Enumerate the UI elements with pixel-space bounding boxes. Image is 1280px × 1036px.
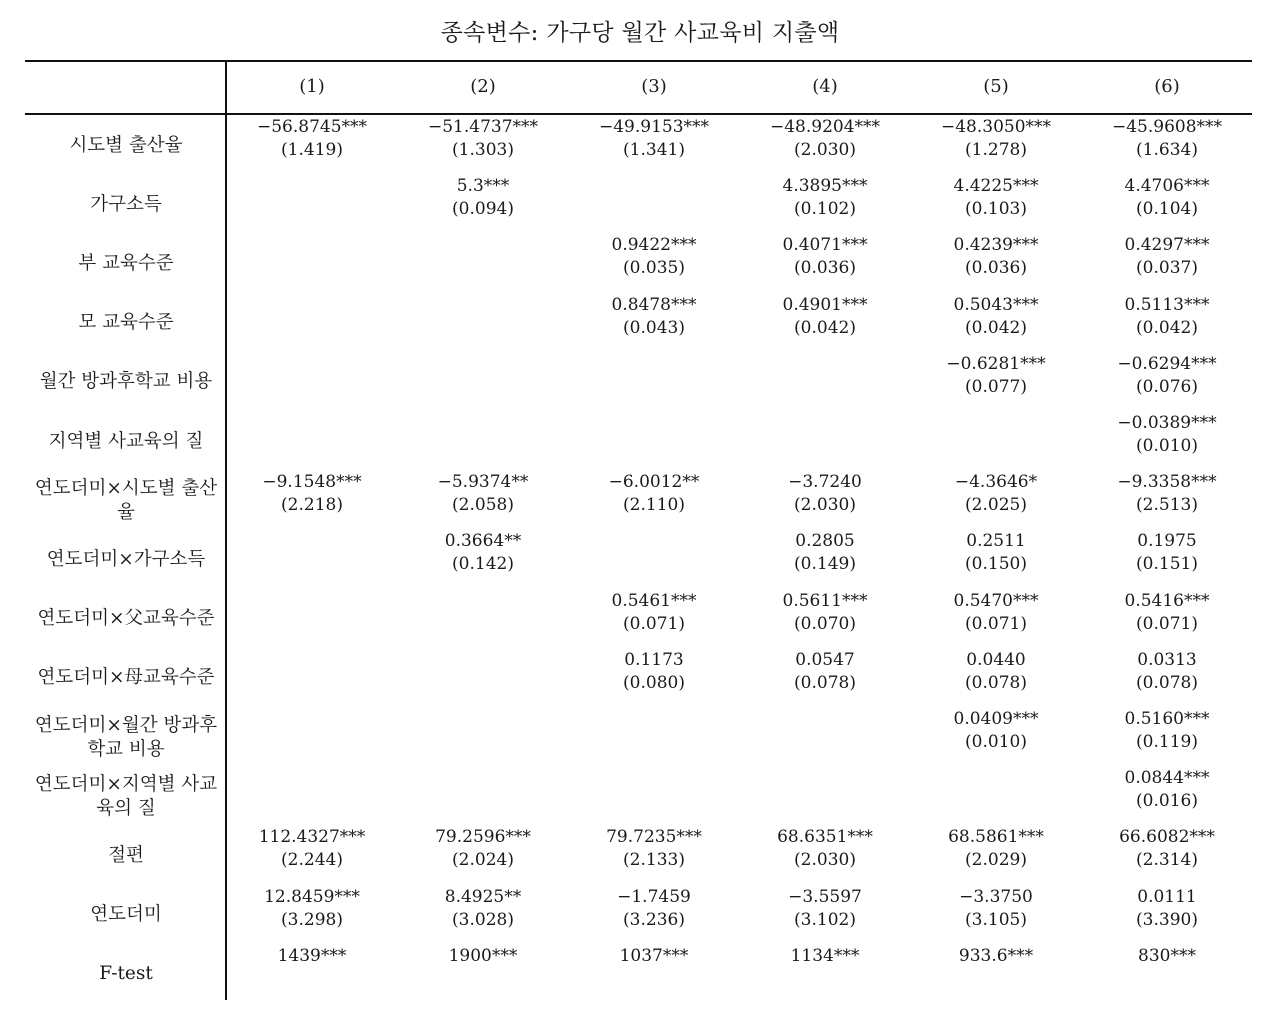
column-header-2: (2) (470, 76, 496, 97)
coefficient: 0.5416*** (1124, 590, 1210, 611)
standard-error: (0.149) (794, 554, 856, 575)
table-row (0, 649, 1280, 708)
table-cell (740, 294, 910, 340)
table-cell (227, 116, 397, 162)
table-cell (569, 234, 739, 280)
table-cell (740, 886, 910, 932)
coefficient: 0.0440 (966, 649, 1026, 670)
table-cell (398, 175, 568, 221)
coefficient: 0.4901*** (782, 294, 868, 315)
standard-error: (0.070) (794, 613, 856, 634)
table-row (0, 767, 1280, 826)
standard-error: (2.030) (794, 140, 856, 160)
table-cell (569, 886, 739, 932)
table-cell (569, 590, 739, 636)
coefficient: 0.0313 (1137, 649, 1197, 670)
table-cell (911, 886, 1081, 932)
standard-error: (0.078) (965, 672, 1027, 693)
table-cell (1082, 471, 1252, 517)
standard-error: (3.102) (794, 909, 856, 930)
coefficient: −56.8745*** (256, 117, 368, 137)
table-cell (1082, 886, 1252, 932)
row-label: 월간 방과후학교 비용 (39, 371, 213, 393)
standard-error: (2.030) (794, 495, 856, 516)
table-cell (911, 234, 1081, 280)
column-header-1: (1) (299, 76, 325, 97)
table-cell (740, 530, 910, 576)
coefficient: 0.2805 (795, 531, 855, 552)
column-header-5: (5) (983, 76, 1009, 97)
table-row (0, 412, 1280, 471)
table-cell (1082, 530, 1252, 576)
row-label: 연도더미×母교육수준 (37, 667, 215, 689)
coefficient: −3.3750 (959, 886, 1033, 907)
standard-error: (2.133) (623, 850, 685, 871)
header-rule (25, 113, 1252, 115)
coefficient: 68.6351*** (777, 827, 873, 848)
table-cell (1082, 294, 1252, 340)
table-cell (569, 649, 739, 695)
coefficient: −1.7459 (617, 886, 691, 907)
coefficient: 0.5611*** (782, 590, 868, 611)
coefficient: 0.0409*** (953, 709, 1039, 729)
coefficient: 0.9422*** (611, 235, 697, 256)
standard-error: (1.419) (281, 140, 343, 160)
table-cell (911, 708, 1081, 754)
coefficient: −9.3358*** (1117, 472, 1217, 493)
table-row (0, 886, 1280, 945)
standard-error: (0.043) (623, 317, 685, 338)
standard-error: (3.105) (965, 909, 1027, 930)
coefficient: 1900*** (448, 945, 518, 966)
table-cell (740, 826, 910, 872)
coefficient: 8.4925** (444, 886, 522, 907)
row-label: 절편 (108, 844, 144, 866)
coefficient: 1134*** (790, 945, 860, 966)
table-cell (398, 530, 568, 576)
coefficient: 68.5861*** (948, 827, 1044, 848)
coefficient: −4.3646* (954, 472, 1038, 493)
table-cell (911, 294, 1081, 340)
standard-error: (0.103) (965, 199, 1027, 220)
table-cell (1082, 767, 1252, 813)
table-cell (1082, 116, 1252, 162)
standard-error: (3.390) (1136, 909, 1198, 930)
standard-error: (1.278) (965, 140, 1027, 160)
table-cell (227, 945, 397, 968)
table-cell (398, 945, 568, 968)
standard-error: (2.029) (965, 850, 1027, 871)
table-cell (740, 590, 910, 636)
standard-error: (0.042) (965, 317, 1027, 338)
coefficient: −48.3050*** (940, 117, 1052, 137)
coefficient: 0.4239*** (953, 235, 1039, 256)
standard-error: (1.634) (1136, 140, 1198, 160)
coefficient: 1037*** (619, 945, 689, 966)
standard-error: (0.071) (623, 613, 685, 634)
table-cell (569, 826, 739, 872)
standard-error: (0.042) (1136, 317, 1198, 338)
table-row (0, 708, 1280, 767)
coefficient: 112.4327*** (258, 827, 366, 848)
coefficient: 0.4297*** (1124, 235, 1210, 256)
standard-error: (0.036) (965, 258, 1027, 279)
standard-error: (0.094) (452, 199, 514, 220)
standard-error: (2.024) (452, 850, 514, 871)
coefficient: 0.5470*** (953, 590, 1039, 611)
standard-error: (0.010) (965, 732, 1027, 752)
table-cell (569, 471, 739, 517)
standard-error: (0.102) (794, 199, 856, 220)
table-cell (740, 175, 910, 221)
coefficient: 4.3895*** (782, 176, 868, 197)
table-cell (227, 826, 397, 872)
table-cell (740, 471, 910, 517)
table-cell (740, 649, 910, 695)
table-title: 종속변수: 가구당 월간 사교육비 지출액 (440, 20, 840, 46)
table-cell (227, 886, 397, 932)
row-label: 연도더미×지역별 사교육의 질 (34, 773, 218, 819)
table-cell (911, 353, 1081, 399)
table-cell (911, 590, 1081, 636)
coefficient: 0.5113*** (1124, 294, 1210, 315)
coefficient: 0.4071*** (782, 235, 868, 256)
coefficient: −0.0389*** (1117, 413, 1217, 433)
standard-error: (0.150) (965, 554, 1027, 575)
coefficient: 0.0547 (795, 649, 855, 670)
table-cell (227, 471, 397, 517)
standard-error: (0.071) (965, 613, 1027, 634)
table-cell (398, 116, 568, 162)
row-label: 지역별 사교육의 질 (48, 430, 204, 452)
table-cell (398, 826, 568, 872)
coefficient: 4.4225*** (953, 176, 1039, 197)
table-row (0, 175, 1280, 234)
coefficient: 5.3*** (456, 176, 510, 197)
coefficient: −49.9153*** (598, 117, 710, 137)
column-header-4: (4) (812, 76, 838, 97)
standard-error: (0.076) (1136, 376, 1198, 397)
coefficient: −3.5597 (788, 886, 862, 907)
row-label: 연도더미 (90, 904, 162, 926)
row-label: 연도더미×가구소득 (46, 548, 206, 570)
standard-error: (0.119) (1136, 732, 1198, 752)
table-cell (1082, 945, 1252, 968)
coefficient: 4.4706*** (1124, 176, 1210, 197)
standard-error: (2.058) (452, 495, 514, 516)
standard-error: (2.025) (965, 495, 1027, 516)
coefficient: −0.6281*** (946, 353, 1046, 374)
row-label: 시도별 출산율 (69, 134, 183, 156)
table-row (0, 234, 1280, 293)
column-header-6: (6) (1154, 76, 1180, 97)
table-row (0, 530, 1280, 589)
table-cell (398, 886, 568, 932)
table-cell (569, 294, 739, 340)
table-cell (911, 175, 1081, 221)
coefficient: 79.2596*** (435, 827, 531, 848)
table-cell (1082, 649, 1252, 695)
table-row (0, 471, 1280, 530)
coefficient: 0.8478*** (611, 294, 697, 315)
coefficient: 830*** (1138, 945, 1196, 966)
standard-error: (2.244) (281, 850, 343, 871)
table-cell (1082, 234, 1252, 280)
standard-error: (0.016) (1136, 791, 1198, 812)
row-label: F-test (99, 963, 153, 985)
coefficient: 0.0844*** (1124, 768, 1210, 789)
coefficient: −5.9374** (437, 472, 529, 493)
table-row (0, 116, 1280, 175)
coefficient: 79.7235*** (606, 827, 702, 848)
standard-error: (0.078) (1136, 672, 1198, 693)
row-label: 연도더미×시도별 출산율 (34, 477, 218, 523)
table-cell (740, 945, 910, 968)
standard-error: (0.078) (794, 672, 856, 693)
coefficient: 0.3664** (444, 531, 522, 552)
table-cell (740, 234, 910, 280)
standard-error: (3.028) (452, 909, 514, 930)
table-cell (911, 826, 1081, 872)
standard-error: (3.236) (623, 909, 685, 930)
table-cell (911, 945, 1081, 968)
coefficient: −0.6294*** (1117, 353, 1217, 374)
table-row (0, 294, 1280, 353)
table-cell (911, 116, 1081, 162)
standard-error: (3.298) (281, 909, 343, 930)
coefficient: 0.1173 (624, 649, 684, 670)
coefficient: 0.5461*** (611, 590, 697, 611)
column-header-3: (3) (641, 76, 667, 97)
standard-error: (2.218) (281, 495, 343, 516)
standard-error: (0.037) (1136, 258, 1198, 279)
table-row (0, 826, 1280, 885)
standard-error: (0.077) (965, 376, 1027, 397)
standard-error: (0.142) (452, 554, 514, 575)
table-row (0, 353, 1280, 412)
table-cell (569, 945, 739, 968)
table-cell (911, 649, 1081, 695)
standard-error: (0.042) (794, 317, 856, 338)
table-cell (911, 471, 1081, 517)
coefficient: 0.1975 (1137, 531, 1197, 552)
table-row (0, 590, 1280, 649)
standard-error: (0.010) (1136, 436, 1198, 456)
standard-error: (2.314) (1136, 850, 1198, 871)
row-label: 부 교육수준 (78, 252, 174, 274)
coefficient: −9.1548*** (262, 472, 362, 493)
coefficient: 0.5160*** (1124, 709, 1210, 729)
top-rule (25, 60, 1252, 62)
standard-error: (2.513) (1136, 495, 1198, 516)
table-cell (569, 116, 739, 162)
table-cell (1082, 708, 1252, 754)
coefficient: −51.4737*** (427, 117, 539, 137)
table-cell (1082, 826, 1252, 872)
coefficient: −48.9204*** (769, 117, 881, 137)
coefficient: 1439*** (277, 945, 347, 966)
coefficient: −45.9608*** (1111, 117, 1223, 137)
standard-error: (0.071) (1136, 613, 1198, 634)
table-cell (911, 530, 1081, 576)
coefficient: 0.5043*** (953, 294, 1039, 315)
standard-error: (0.151) (1136, 554, 1198, 575)
coefficient: −6.0012** (608, 472, 700, 493)
table-cell (740, 116, 910, 162)
coefficient: 0.2511 (966, 531, 1026, 552)
coefficient: 66.6082*** (1119, 827, 1215, 848)
table-cell (1082, 175, 1252, 221)
row-label: 연도더미×父교육수준 (37, 608, 215, 630)
table-cell (1082, 353, 1252, 399)
standard-error: (1.303) (452, 140, 514, 160)
standard-error: (2.030) (794, 850, 856, 871)
coefficient: −3.7240 (788, 472, 862, 493)
coefficient: 933.6*** (958, 945, 1034, 966)
standard-error: (0.104) (1136, 199, 1198, 220)
table-cell (1082, 590, 1252, 636)
standard-error: (2.110) (623, 495, 685, 516)
standard-error: (1.341) (623, 140, 685, 160)
standard-error: (0.036) (794, 258, 856, 279)
table-cell (398, 471, 568, 517)
row-label: 연도더미×월간 방과후학교 비용 (34, 714, 218, 760)
table-row (0, 945, 1280, 1004)
standard-error: (0.080) (623, 672, 685, 693)
row-label: 모 교육수준 (78, 312, 174, 334)
row-label: 가구소득 (90, 193, 162, 215)
standard-error: (0.035) (623, 258, 685, 279)
coefficient: 0.0111 (1137, 886, 1197, 907)
table-cell (1082, 412, 1252, 458)
coefficient: 12.8459*** (264, 886, 360, 907)
